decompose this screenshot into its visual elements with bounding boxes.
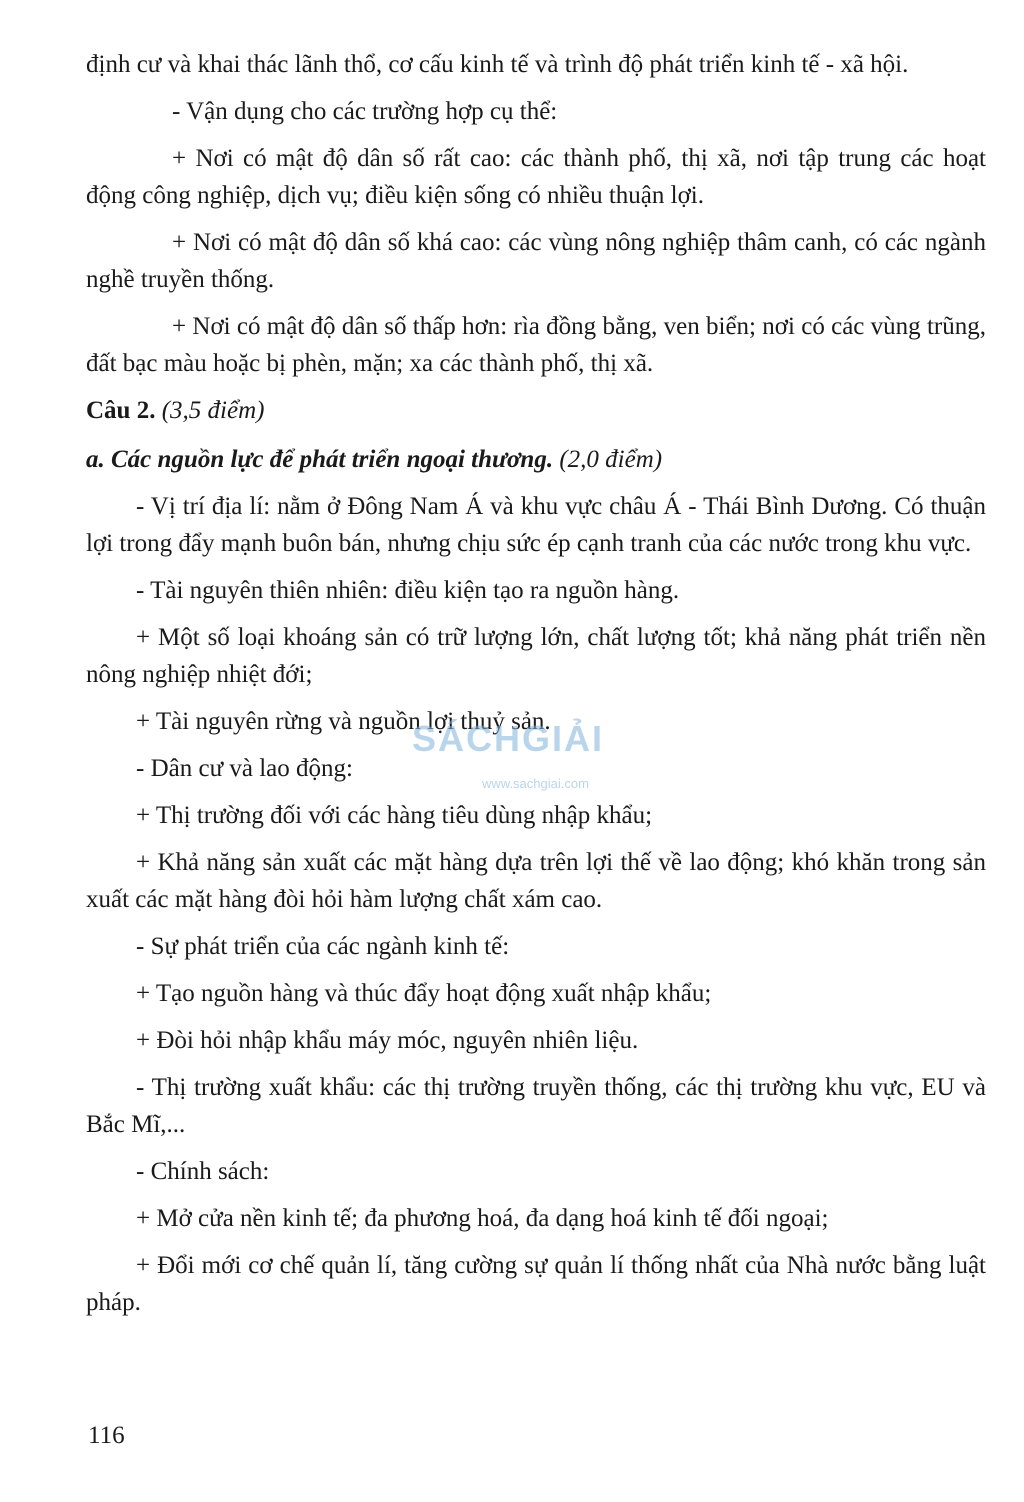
paragraph-continuation: định cư và khai thác lãnh thổ, cơ cấu kinh tế và trình độ phát triển kinh tế - xã hội. [86,51,909,78]
section-a-points: (2,0 điểm) [559,446,663,473]
watermark-brand: SÁCHGIẢI [412,718,605,759]
paragraph-natural-resources: - Tài nguyên thiên nhiên: điều kiện tạo ra nguồn hàng. [136,577,680,604]
paragraph-management-reform: + Đổi mới cơ chế quản lí, tăng cường sự quản lí thống nhất của Nhà nước bằng luật pháp. [86,1252,986,1316]
page-content [86,46,986,1321]
paragraph-labour-advantage: + Khả năng sản xuất các mặt hàng dựa trên lợi thế về lao động; khó khăn trong sản xuất các mặt hàng đòi hỏi hàm lượng chất xám cao. [86,849,986,913]
paragraph-goods-source: + Tạo nguồn hàng và thúc đẩy hoạt động xuất nhập khẩu; [136,980,712,1007]
question-2-points: (3,5 điểm) [161,397,265,424]
section-a-title: a. Các nguồn lực để phát triển ngoại thương. [86,446,554,473]
paragraph-high-density: + Nơi có mật độ dân số khá cao: các vùng nông nghiệp thâm canh, có các ngành nghề truyền thống. [86,229,986,293]
page-number: 116 [88,1422,125,1449]
paragraph-economic-sectors: - Sự phát triển của các ngành kinh tế: [136,933,510,960]
question-2-heading [86,392,986,429]
paragraph-application: - Vận dụng cho các trường hợp cụ thể: [172,98,558,125]
paragraph-forest-fishery: + Tài nguyên rừng và nguồn lợi thuỷ sản. [136,708,551,735]
paragraph-low-density: + Nơi có mật độ dân số thấp hơn: rìa đồng bằng, ven biển; nơi có các vùng trũng, đất bạc màu hoặc bị phèn, mặn; xa các thành phố, thị xã. [86,313,986,377]
paragraph-very-high-density: + Nơi có mật độ dân số rất cao: các thành phố, thị xã, nơi tập trung các hoạt động công nghiệp, dịch vụ; điều kiện sống có nhiều thuận lợi. [86,145,986,209]
paragraph-policy: - Chính sách: [136,1158,270,1185]
paragraph-population-labour: - Dân cư và lao động: [136,755,353,782]
watermark-url: www.sachgiai.com [482,776,589,791]
paragraph-consumer-market: + Thị trường đối với các hàng tiêu dùng nhập khẩu; [136,802,653,829]
paragraph-location: - Vị trí địa lí: nằm ở Đông Nam Á và khu vực châu Á - Thái Bình Dương. Có thuận lợi trong đẩy mạnh buôn bán, nhưng chịu sức ép cạnh tranh của các nước trong khu vực. [86,493,986,557]
question-2-label: Câu 2. [86,397,156,424]
paragraph-import-machinery: + Đòi hỏi nhập khẩu máy móc, nguyên nhiên liệu. [136,1027,639,1054]
section-a-heading [86,441,986,478]
paragraph-open-economy: + Mở cửa nền kinh tế; đa phương hoá, đa dạng hoá kinh tế đối ngoại; [136,1205,829,1232]
paragraph-export-markets: - Thị trường xuất khẩu: các thị trường truyền thống, các thị trường khu vực, EU và Bắc Mĩ,... [86,1074,986,1138]
paragraph-minerals: + Một số loại khoáng sản có trữ lượng lớn, chất lượng tốt; khả năng phát triển nền nông nghiệp nhiệt đới; [86,624,986,688]
